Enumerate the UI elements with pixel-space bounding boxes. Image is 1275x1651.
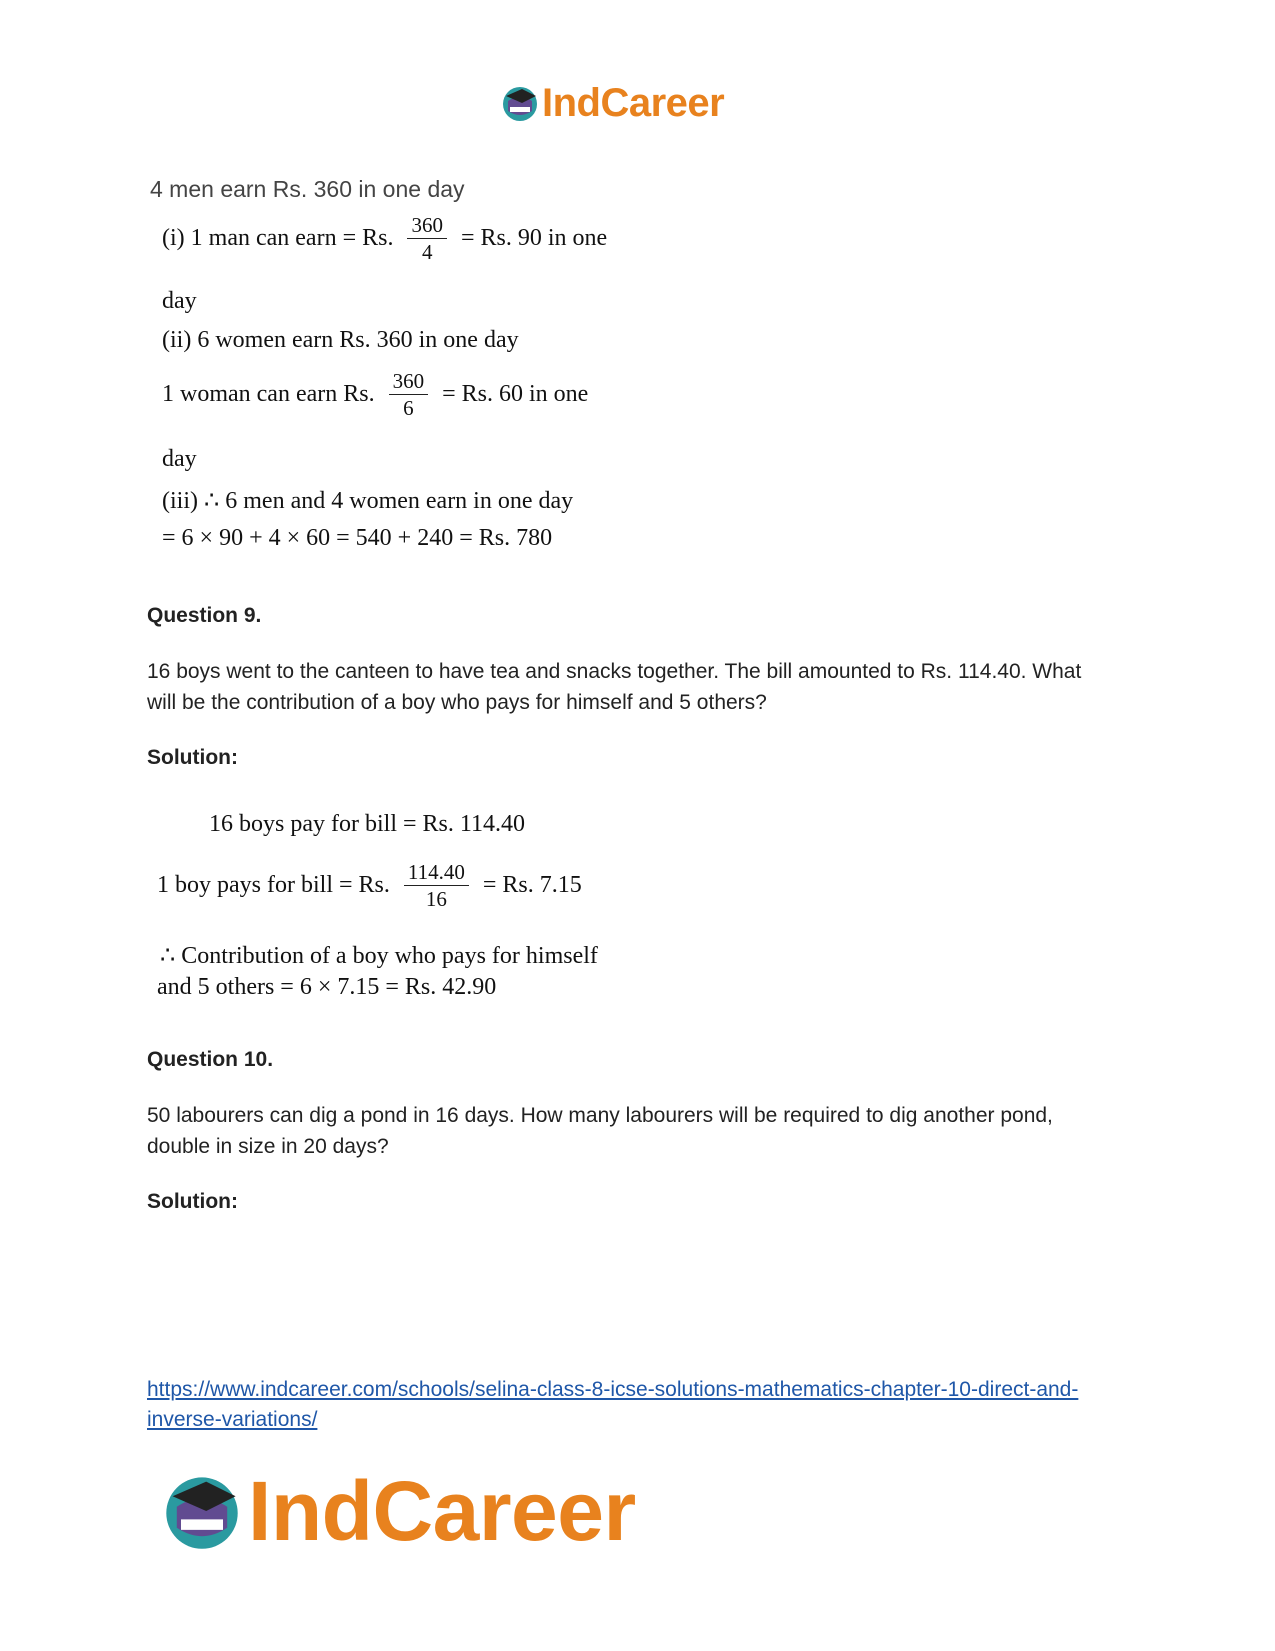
question-heading: Question 9. (147, 604, 262, 627)
fraction-denominator: 16 (425, 887, 447, 912)
fraction-denominator: 4 (421, 240, 433, 265)
fraction-denominator: 6 (403, 396, 414, 421)
fraction (404, 861, 469, 910)
math-line-fraction (162, 370, 588, 419)
math-line-fraction (162, 214, 607, 263)
question-text: 50 labourers can dig a pond in 16 days. How many labourers will be required to dig another pond, double in size in 20 days? (147, 1104, 1053, 1158)
question-heading: Question 10. (147, 1048, 274, 1071)
logo-wordmark: IndCareer (248, 1463, 636, 1558)
logo-wordmark: IndCareer (542, 80, 725, 125)
footer-logo (160, 1463, 636, 1558)
math-text: (i) 1 man can earn = Rs. (162, 225, 394, 252)
math-line: 4 men earn Rs. 360 in one day (150, 176, 465, 202)
solution-label: Solution: (147, 746, 238, 769)
fraction (407, 214, 447, 263)
math-line: 16 boys pay for bill = Rs. 114.40 (209, 811, 525, 837)
question-text: 16 boys went to the canteen to have tea and snacks together. The bill amounted to Rs. 114.40. What will be the contribution of a boy who pays for himself and 5 others? (147, 660, 1082, 714)
math-text: = Rs. 90 in one (460, 225, 608, 252)
source-link[interactable]: https://www.indcareer.com/schools/selina-class-8-icse-solutions-mathematics-chapter-10-direct-and-inverse-variations/ (147, 1378, 1079, 1431)
fraction-numerator: 114.40 (404, 861, 469, 886)
fraction-numerator: 360 (389, 370, 429, 395)
math-line: ∴ Contribution of a boy who pays for himself (160, 943, 598, 969)
globe-graduate-icon (500, 83, 540, 123)
math-line: and 5 others = 6 × 7.15 = Rs. 42.90 (157, 974, 497, 1000)
math-line: = 6 × 90 + 4 × 60 = 540 + 240 = Rs. 780 (162, 525, 553, 551)
math-text: = Rs. 7.15 (482, 872, 582, 899)
fraction (389, 370, 429, 419)
header-logo (500, 78, 724, 128)
math-text: 1 woman can earn Rs. (162, 381, 375, 408)
math-line: (ii) 6 women earn Rs. 360 in one day (162, 327, 519, 353)
fraction-numerator: 360 (407, 214, 447, 239)
solution-label: Solution: (147, 1190, 238, 1213)
math-line: day (162, 288, 197, 314)
math-line: day (162, 446, 197, 472)
math-text: = Rs. 60 in one (442, 381, 589, 408)
math-text: 1 boy pays for bill = Rs. (157, 872, 390, 899)
globe-graduate-icon (160, 1469, 244, 1553)
math-line-fraction (157, 861, 582, 910)
math-line: (iii) ∴ 6 men and 4 women earn in one day (162, 488, 574, 514)
